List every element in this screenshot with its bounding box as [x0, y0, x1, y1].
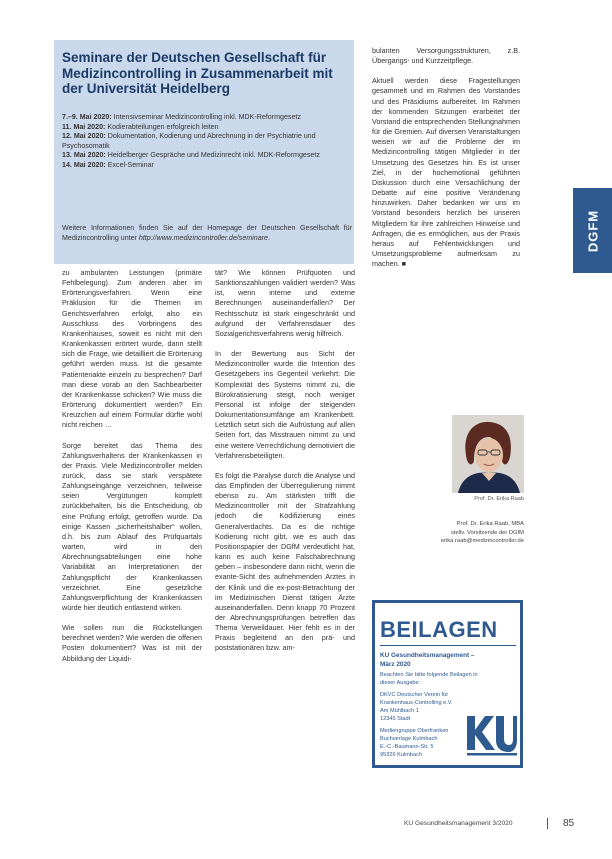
- paragraph: tät? Wie können Prüfquoten und Sanktionszahlungen validiert werden? Was ist, wenn interne und externe Berechnungen auseinanderfallen? Der Rechtsschutz ist stark eingeschränkt und aufgrund der Verfahrensdauer des Sozialgerichtsverfahrens wenig hilfreich.: [215, 268, 355, 338]
- beilagen-issue: KU Gesundheitsmanagement – März 2020: [380, 652, 475, 668]
- seminar-note-end: .: [267, 234, 270, 242]
- seminar-link[interactable]: http://www.medizincontroller.de/seminare: [138, 234, 268, 242]
- article-column-2: [215, 268, 355, 664]
- beilagen-publisher: DKVC Deutscher Verein für Krankenhaus-Controlling e.V.: [380, 692, 453, 706]
- seminar-list: [62, 113, 350, 171]
- seminar-item: [62, 161, 350, 171]
- photo-caption: Prof. Dr. Erika Raab: [474, 496, 524, 502]
- seminar-item: [62, 151, 350, 161]
- seminar-topic: Dokumentation, Kodierung und Abrechnung in der Psychiatrie und Psychosomatik: [62, 132, 316, 150]
- seminar-date: 13. Mai 2020:: [62, 151, 106, 160]
- paragraph: In der Bewertung aus Sicht der Medizincontroller wurde die Intention des Gesetzgebers ins Gegenteil verkehrt: Die Komplexität des Systems nimmt zu, die Bürokratisierung steigt, noch weniger Personal ist infolge der steigenden Dokumentationsumfänge am Krankenbett. Letztlich setzt sich die Aufrüstung auf allen Seiten fort, das Misstrauen nimmt zu und eine weitere Verrechtlichung demotiviert die Verfahrensbeteiligten.: [215, 349, 355, 460]
- ku-logo-icon: [463, 712, 517, 758]
- seminar-topic: Intensivseminar Medizincontrolling inkl. MDK-Reformgesetz: [111, 113, 301, 121]
- divider: [380, 645, 516, 646]
- beilagen-street: Am Mühlbach 1: [380, 708, 419, 714]
- paragraph: Sorge bereitet das Thema des Zahlungsverhaltens der Krankenkassen in der Praxis. Viele Medizincontroller melden zurück, dass sie stark verspätete Zahlungseingänge verzeichnen, teilweise seien Vergütungen komplett zurückbehalten, bis die Entscheidung, ob eine Prüfung erfolgt, getroffen wurde. Da einige Kassen „sicherheitshalber“ wollen, d.h. bis zum Ablauf des Prüfquartals warten, wird in den Abrechnungsabteilungen eine hohe Variabilität an Interpretationen der Zahlungspflicht der Krankenkassen verzeichnet. Eine gesetzliche Zahlungsverpflichtung der Krankenkassen würde hier deutlich entlastend wirken.: [62, 440, 202, 612]
- seminar-date: 12. Mai 2020:: [62, 132, 106, 141]
- seminar-date: 14. Mai 2020:: [62, 160, 106, 169]
- seminar-note: [62, 223, 352, 243]
- author-role: stellv. Vorsitzende der DGfM: [450, 529, 524, 536]
- author-email[interactable]: erika.raab@medizincontroller.de: [440, 538, 524, 544]
- seminar-item: [62, 132, 350, 151]
- paragraph: zu ambulanten Leistungen (primäre Fehlbelegung). Zum anderen aber im Erörterungsverfahren. Wenn eine Präklusion für die Themen im Gerichtsverfahren erfolgt, also ein Ausschluss des Vorbringens des Krankenhauses, soweit es nicht mit den Krankenkassen erörtert wurde, dann stellt sich die Frage, wie detailliert die Erörterung geführt werden muss. Ist die gesamte Patientenakte einzeln zu besprechen? Darf man diese vorab an den Sachbearbeiter der Krankenkasse schicken? Wie muss die Erörterung dokumentiert werden? Ein Kreuzchen auf einem Formular dürfte wohl nicht reichen …: [62, 268, 202, 430]
- beilagen-city: 12345 Stadt: [380, 716, 411, 722]
- beilagen-title: BEILAGEN: [380, 617, 498, 642]
- author-block: [380, 520, 524, 546]
- paragraph: bulanten Versorgungsstrukturen, z.B. Übergangs- und Kurzzeitpflege.: [372, 46, 520, 66]
- page-number: 85: [563, 818, 575, 829]
- beilagen-street2: E.-C.-Baumann-Str. 5: [380, 744, 434, 750]
- seminar-date: 7.–9. Mai 2020:: [62, 113, 112, 121]
- paragraph: Aktuell werden diese Fragestellungen gesammelt und im Rahmen des Vorstandes und des Präsidiums aufbereitet. Im Rahmen der kommenden Sitzungen erarbeitet der Vorstand die entsprechenden Stellungnahmen für die Gremien. Auf diversen Veranstaltungen weisen wir auf die Probleme der im Medizincontrolling tätigen Mitglieder in der Umsetzung des Gesetzes hin. Es ist unser Ziel, in der hochemotional geführten Diskussion durch eine Versachlichung der Debatte auf eine positive Veränderung hinzuwirken. Daher bedanken wir uns im Vorstand besonders herzlich bei unseren Mitgliedern für ihre zahlreichen Hinweise und Anfragen, die es ermöglichen, aus der Praxis heraus auf Fehlentwicklungen und Umsetzungsprobleme aufmerksam zu machen. ■: [372, 76, 520, 269]
- beilagen-city2: 95326 Kulmbach: [380, 752, 422, 758]
- seminar-item: [62, 113, 350, 123]
- beilagen-company: Mediengruppe Oberfranken: [380, 728, 449, 734]
- seminar-title: Seminare der Deutschen Gesellschaft für Medizincontrolling in Zusammenarbeit mit der Universität Heidelberg: [62, 50, 333, 96]
- footer-divider: [547, 818, 548, 829]
- portrait-image: [452, 415, 524, 493]
- beilagen-subtitle: Beachten Sie bitte folgende Beilagen in dieser Ausgabe:: [380, 672, 478, 686]
- author-photo: [452, 415, 524, 493]
- seminar-date: 11. Mai 2020:: [62, 122, 106, 131]
- seminar-topic: Heidelberger Gespräche und Medizinrecht inkl. MDK-Reformgesetz: [105, 151, 320, 160]
- paragraph: Wie sollen nun die Rückstellungen berechnet werden? Wie werden die offenen Posten dokumentiert? Was ist mit der Abbildung der Liquidi-: [62, 623, 202, 663]
- author-name: Prof. Dr. Erika Raab, MBA: [456, 521, 524, 527]
- seminar-note-text: Weitere Informationen finden Sie auf der Homepage der Deutschen Gesellschaft für Medizincontrolling unter: [62, 224, 352, 242]
- article-column-3: [372, 46, 520, 279]
- footer-journal: KU Gesundheitsmanagement 3/2020: [404, 820, 513, 827]
- beilagen-company2: Buchverlage Kulmbach: [380, 736, 438, 742]
- seminar-topic: Kodierabteilungen erfolgreich leiten: [105, 122, 219, 131]
- seminar-item: [62, 123, 350, 133]
- paragraph: Es folgt die Paralyse durch die Analyse und das Empfinden der Überregulierung nimmt ebenso zu. Am stärksten trifft die Medizincontroller mit der Strafzahlung jedoch die Kodifizierung eines Generalverdachts. Da es die richtige Kodierung nicht gibt, wie es auch das Positionspapier der DGfM verdeutlicht hat, kann es auch keine Falschabrechnung geben – insbesondere dann nicht, wenn die exante-Sicht des aufnehmenden Arztes in der Klinik und die ex-post-Betrachtung der im Medizinischen Dienst tätigen Ärzte auseinanderfallen. Denn knapp 70 Prozent der Abrechnungsprüfungen betreffen das Thema Verweildauer. Hier fehlt es in der Praxis begleitend an den prä- und poststationären bzw. am-: [215, 470, 355, 653]
- section-tab: [573, 188, 612, 273]
- seminar-topic: Excel-Seminar: [105, 160, 154, 169]
- article-column-1: [62, 268, 202, 674]
- section-tab-label: DGFM: [585, 209, 600, 252]
